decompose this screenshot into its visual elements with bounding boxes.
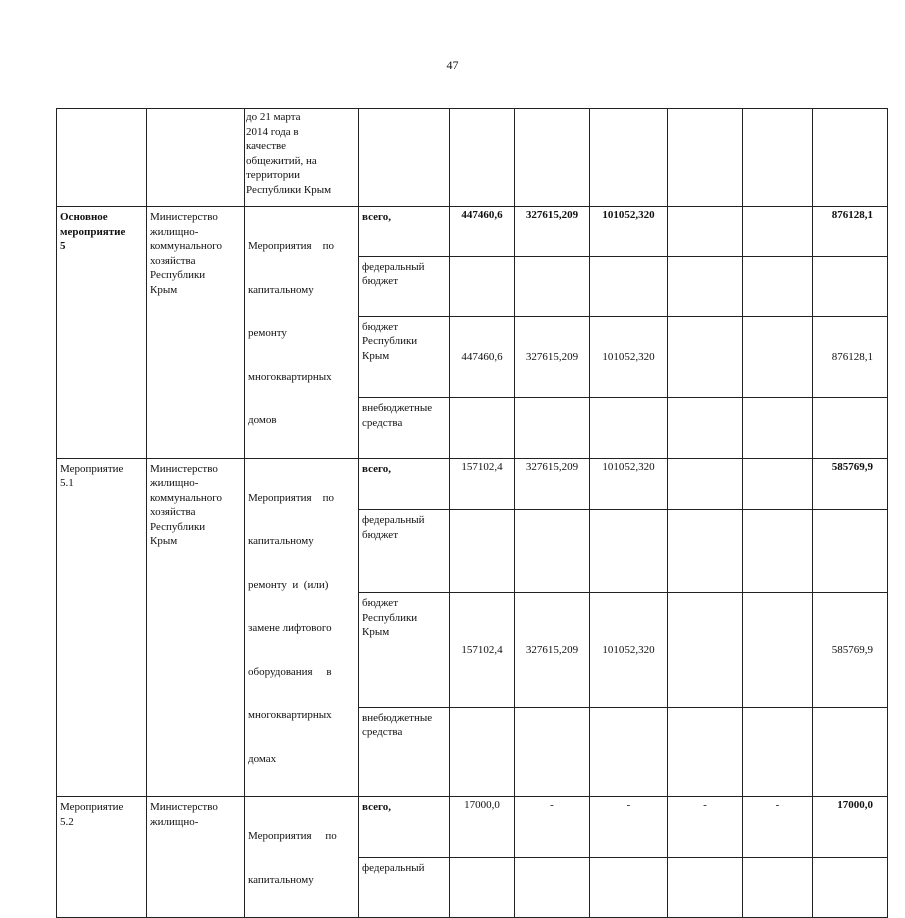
text-line: всего, [362,801,391,813]
value-cell [743,707,813,796]
value-cell [590,510,668,593]
total-cell [813,256,888,316]
cell-empty [668,109,743,207]
text-line: коммунального [150,240,222,252]
value-cell [668,707,743,796]
source-cell [359,256,450,316]
text-line: жилищно- [150,477,199,489]
source-cell [359,797,450,858]
value-cell [743,593,813,707]
text-line: всего, [362,462,391,475]
value-cell [668,256,743,316]
value-cell [515,256,590,316]
text-line: Мероприятие [60,462,124,475]
source-cell [359,207,450,257]
executor-cell [147,797,245,918]
text-line: коммунального [150,491,222,504]
text-line: средства [362,726,403,739]
text-line: бюджет [362,528,398,541]
text-line: Республики [150,269,206,281]
description-cell [245,109,359,207]
description-cell [245,207,359,459]
value-cell: 157102,4 [450,593,515,707]
text-line: внебюджетные [362,711,433,724]
description-cell [245,458,359,797]
page-number: 47 [446,58,459,72]
text-line: бюджет [362,275,398,288]
value-cell [450,857,515,918]
cell-empty [359,109,450,207]
value-cell: 327615,209 [515,316,590,397]
text-line: Министерство [150,801,218,813]
value-cell: 327615,209 [515,207,590,257]
value-cell: 157102,4 [450,458,515,510]
text-line: Мероприятия по [248,240,334,252]
value-cell [668,510,743,593]
text-line: Крым [362,626,390,639]
text-line: 5.1 [60,477,74,489]
cell-empty [147,109,245,207]
description-cell [245,797,359,918]
table-row [57,207,888,257]
text-line: хозяйства [150,506,196,518]
value-cell: 101052,320 [590,207,668,257]
text-line: домов [248,414,277,426]
cell-empty [590,109,668,207]
text-line: ремонту [248,327,287,339]
source-cell [359,593,450,707]
total-cell: 585769,9 [813,593,888,707]
text-line: жилищно- [150,225,199,238]
value-cell: - [590,797,668,858]
text-line: Министерство [150,211,218,223]
total-cell: 585769,9 [813,458,888,510]
value-cell [515,857,590,918]
total-cell [813,857,888,918]
value-cell [743,458,813,510]
text-line: мероприятие [60,225,126,238]
text-line: бюджет [362,597,398,610]
value-cell [743,207,813,257]
text-line: капитальному [248,873,314,886]
text-line: до 21 марта [246,111,301,123]
text-line: Основное [60,211,108,223]
text-line: качестве [246,140,287,152]
text-line: 5.2 [60,815,74,828]
value-cell [590,398,668,458]
total-cell: 17000,0 [813,797,888,858]
total-cell: 876128,1 [813,316,888,397]
value-cell [668,857,743,918]
text-line: домах [248,752,277,765]
value-cell [515,707,590,796]
text-line: Мероприятия по [248,830,337,842]
text-line: территории [246,169,301,181]
text-line: 5 [60,240,66,252]
text-line: 2014 года в [246,125,299,138]
text-line: Крым [150,283,178,296]
item-name-cell [57,797,147,918]
text-line: ремонту и (или) [248,578,329,591]
value-cell [668,398,743,458]
text-line: федеральный [362,260,425,273]
value-cell [590,256,668,316]
table-row [57,458,888,510]
text-line: Республики Крым [246,183,332,196]
total-cell [813,398,888,458]
source-cell [359,458,450,510]
text-line: оборудования в [248,665,332,678]
source-cell [359,510,450,593]
value-cell [590,857,668,918]
text-line: внебюджетные [362,402,433,415]
value-cell: - [515,797,590,858]
value-cell [668,593,743,707]
text-line: замене лифтового [248,622,332,634]
text-line: капитальному [248,283,314,296]
cell-empty [515,109,590,207]
value-cell: 101052,320 [590,593,668,707]
value-cell [450,398,515,458]
value-cell: 327615,209 [515,458,590,510]
text-line: многоквартирных [248,370,332,383]
text-line: капитальному [248,535,314,547]
value-cell [515,398,590,458]
total-cell: 876128,1 [813,207,888,257]
source-cell [359,316,450,397]
source-cell [359,707,450,796]
value-cell: - [668,797,743,858]
value-cell [743,256,813,316]
text-line: средства [362,416,403,429]
executor-cell [147,458,245,797]
item-name-cell [57,207,147,459]
value-cell [743,316,813,397]
text-line: Республики [362,611,418,624]
value-cell: 447460,6 [450,316,515,397]
value-cell [668,316,743,397]
text-line: многоквартирных [248,709,332,721]
value-cell [668,458,743,510]
value-cell [450,256,515,316]
table-row [57,797,888,858]
text-line: федеральный [362,514,425,527]
source-cell [359,398,450,458]
text-line: всего, [362,211,391,223]
value-cell [743,857,813,918]
program-table [56,108,888,918]
cell-empty [743,109,813,207]
value-cell: 447460,6 [450,207,515,257]
text-line: Мероприятие [60,801,124,813]
cell-empty [57,109,147,207]
value-cell [743,510,813,593]
total-cell [813,707,888,796]
value-cell [668,207,743,257]
source-cell [359,857,450,918]
text-line: жилищно- [150,815,199,828]
continuation-row [57,109,888,207]
text-line: общежитий, на [246,154,317,167]
value-cell [515,510,590,593]
value-cell [450,510,515,593]
value-cell: 101052,320 [590,316,668,397]
text-line: бюджет [362,320,398,333]
text-line: Республики [362,335,418,348]
text-line: хозяйства [150,254,196,267]
item-name-cell [57,458,147,797]
text-line: Министерство [150,462,218,475]
value-cell [450,707,515,796]
value-cell: - [743,797,813,858]
value-cell: 101052,320 [590,458,668,510]
value-cell [590,707,668,796]
value-cell: 327615,209 [515,593,590,707]
value-cell [743,398,813,458]
text-line: федеральный [362,861,425,874]
total-cell [813,510,888,593]
text-line: Крым [150,535,178,547]
cell-empty [450,109,515,207]
text-line: Крым [362,349,390,362]
value-cell: 17000,0 [450,797,515,858]
text-line: Республики [150,520,206,533]
cell-empty [813,109,888,207]
executor-cell [147,207,245,459]
text-line: Мероприятия по [248,491,334,504]
